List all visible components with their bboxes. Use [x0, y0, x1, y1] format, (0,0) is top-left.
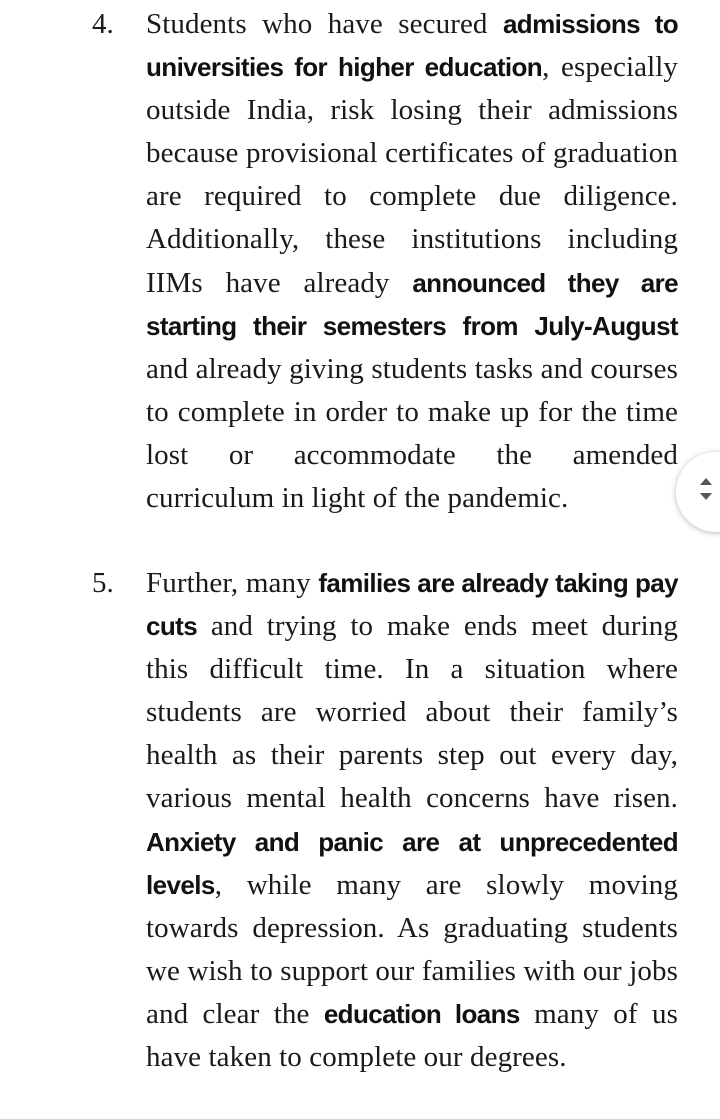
list-number: 5.: [92, 567, 114, 599]
bold-text-segment: education loans: [323, 998, 520, 1029]
text-segment: , especially outside India, risk losing their admissions because provisional certificates of graduation are required to complete due diligence. Additionally, these institutions including IIMs have already: [146, 51, 678, 299]
text-segment: many of us have taken to complete our degrees.: [146, 997, 678, 1074]
list-number: 4.: [92, 8, 114, 40]
arrow-down-icon: [700, 493, 712, 500]
list-item-text: [146, 3, 678, 520]
text-segment: Students who have secured: [146, 8, 503, 40]
bold-text-segment: families are already taking pay cuts: [146, 568, 678, 642]
bold-text-segment: admissions to universities for higher education: [146, 9, 678, 83]
text-segment: and already giving students tasks and courses to complete in order to make up for the time lost or accommodate the amended curriculum in light of the pandemic.: [146, 352, 678, 515]
arrow-up-icon: [700, 478, 712, 485]
text-segment: and trying to make ends meet during this difficult time. In a situation where students are worried about their family’s health as their parents step out every day, various mental health concerns have risen.: [146, 610, 678, 815]
list-item-text: [146, 562, 678, 1079]
bold-text-segment: Anxiety and panic are at unprecedented levels: [146, 826, 678, 900]
fast-scroll-handle[interactable]: [676, 452, 720, 532]
bold-text-segment: announced they are starting their semesters from July-August: [146, 267, 678, 341]
text-segment: , while many are slowly moving towards depression. As graduating students we wish to support our families with our jobs and clear the: [146, 868, 678, 1030]
text-segment: Further, many: [146, 567, 319, 599]
